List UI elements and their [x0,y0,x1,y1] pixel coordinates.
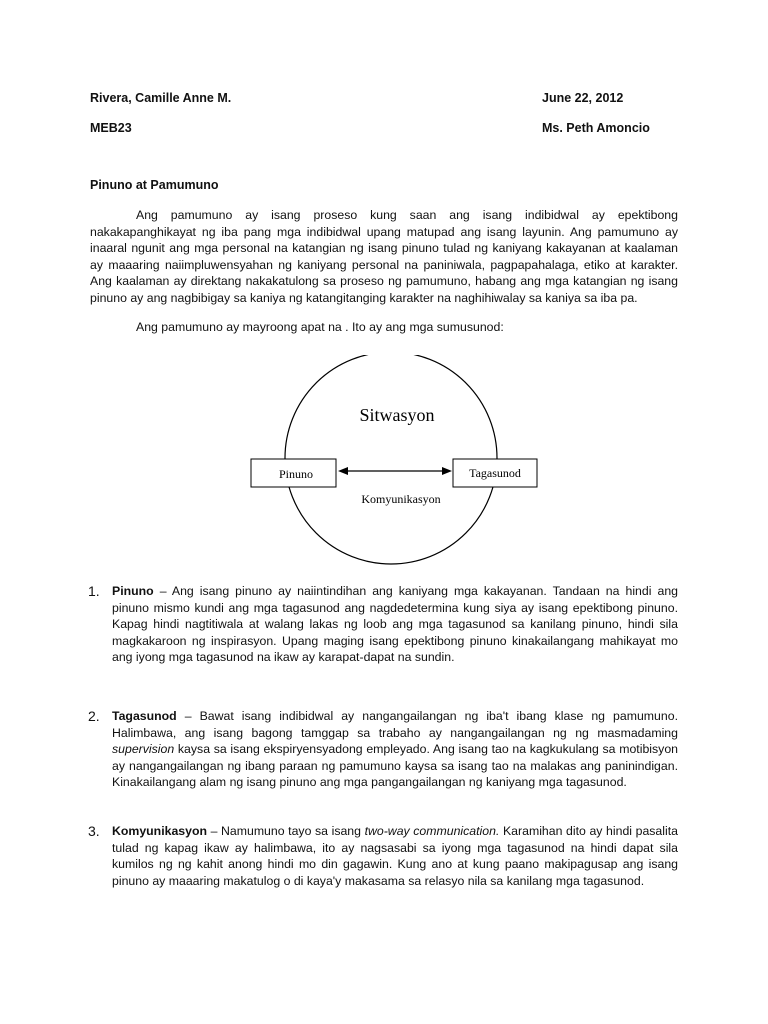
intro-paragraph: Ang pamumuno ay isang proseso kung saan ang isang indibidwal ay epektibong nakakapanghikayat ng iba pang mga indibidwal upang matupad ang isang layunin. Ang pamumuno ay inaaral ngunit ang mga personal na katangian ng isang pinuno tulad ng kaniyang kakayanan at kaalaman ay maaaring naiimpluwensyahan ng kaniyang personal na paniniwala, pagpapahalaga, etiko at karakter. Ang kaalaman ay direktang nakakatulong sa proseso ng pamumuno, habang ang mga katangian ng isang pinuno ay ang nagbibigay sa kaniya ng katangitanging karakter na naghihiwalay sa kaniya sa iba pa. [90,208,678,305]
teacher-name: Ms. Peth Amoncio [542,121,650,135]
list-intro: Ang pamumuno ay mayroong apat na . Ito ay ang mga sumusunod: [136,320,504,334]
item-text: Bawat isang indibidwal ay nangangailangan ng iba't ibang klase ng pamumuno. Halimbawa, ang isang bagong tamggap sa trabaho ay nangangailangan ng ng masmadaming [112,709,678,740]
author-name: Rivera, Camille Anne M. [90,91,232,105]
leader-box-label: Pinuno [278,467,314,481]
list-item-komyunikasyon: 3. Komyunikasyon – Namumuno tayo sa isang two-way communication. Karamihan dito ay hindi pasalita tulad ng kapag ikaw ay halimbawa, ito ay nagsasabi sa iyong mga tagasunod na hindi dapat sila kumilos ng ng kahit anong hindi mo din gagawin. Kung ano at kung paano makipagusap ang isang pinuno ay maaaring makatulog o di kaya'y makasama sa relasyo nila sa kanilang mga tagasunod. [88,823,678,888]
item-term: Tagasunod [112,709,177,723]
situation-label: Sitwasyon [359,405,435,425]
item-term: Pinuno [112,584,154,598]
item-term: Komyunikasyon [112,824,207,838]
document-title: Pinuno at Pamumuno [90,178,219,192]
document-date: June 22, 2012 [542,91,624,105]
list-item-pinuno: 1. Pinuno – Ang isang pinuno ay naiintindihan ang kaniyang mga kakayanan. Tandaan na hindi ang pinuno mismo kundi ang mga tagasunod ang nagdedetermina kung siya ay isang epektibong pinuno. Kapag hindi nagtitiwala at walang lakas ng loob ang mga tagasunod sa kanilang pinuno, hindi sila magkakaroon ng inspirasyon. Upang maging isang epektibong pinuno kinakailangang mahikayat mo ang iyong mga tagasunod na ikaw ay karapat-dapat na sundin. [88,583,679,665]
item-text: Ang isang pinuno ay naiintindihan ang kaniyang mga kakayanan. Tandaan na hindi ang pinuno mismo kundi ang mga tagasunod ang nagdedetermina kung siya ay isang epektibong pinuno. Kapag hindi nagtitiwala at walang lakas ng loob ang mga tagasunod sa kanilang pinuno, hindi sila magkakaroon ng inspirasyon. Upang maging isang epektibong pinuno kinakailangang mahikayat mo ang iyong mga tagasunod na ikaw ay karapat-dapat na sundin. [112,584,679,665]
item-emphasis: two-way communication. [364,824,500,838]
list-number: 3. [88,823,100,839]
item-text: Namumuno tayo sa isang [221,824,365,838]
arrowhead-right [442,467,452,475]
follower-box-label: Tagasunod [469,466,521,480]
item-text: Karamihan dito ay hindi pasalita tulad ng kapag ikaw ay halimbawa, ito ay nagsasabi sa iyong mga tagasunod na hindi dapat sila kumilos ng ng kahit anong hindi mo din gagawin. Kung ano at kung paano makipagusap ang isang pinuno ay maaaring makatulog o di kaya'y makasama sa relasyo nila sa kanilang mga tagasunod. [112,824,678,888]
leadership-diagram [245,355,545,577]
item-text: kaysa sa isang ekspiryensyadong empleyado. Ang isang tao na kagkukulang sa motibisyon ay nangangailangan ng ibang paraan ng pamumuno kaysa sa isang tao na malakas ang paninindigan. Kinakailangang alam ng isang pinuno ang mga pangangailangan ng kaniyang mga tagasunod. [112,742,678,790]
list-item-tagasunod: 2. Tagasunod – Bawat isang indibidwal ay nangangailangan ng iba't ibang klase ng pamumuno. Halimbawa, ang isang bagong tamggap sa trabaho ay nangangailangan ng ng masmadaming supervision kaysa sa isang ekspiryensyadong empleyado. Ang isang tao na kagkukulang sa motibisyon ay nangangailangan ng ibang paraan ng pamumuno kaysa sa isang tao na malakas ang paninindigan. Kinakailangang alam ng isang pinuno ang mga pangangailangan ng kaniyang mga tagasunod. [88,708,678,790]
communication-label: Komyunikasyon [361,492,441,506]
arrowhead-left [338,467,348,475]
list-number: 1. [88,583,100,599]
list-number: 2. [88,708,100,724]
section-code: MEB23 [90,121,132,135]
item-emphasis: supervision [112,742,175,757]
